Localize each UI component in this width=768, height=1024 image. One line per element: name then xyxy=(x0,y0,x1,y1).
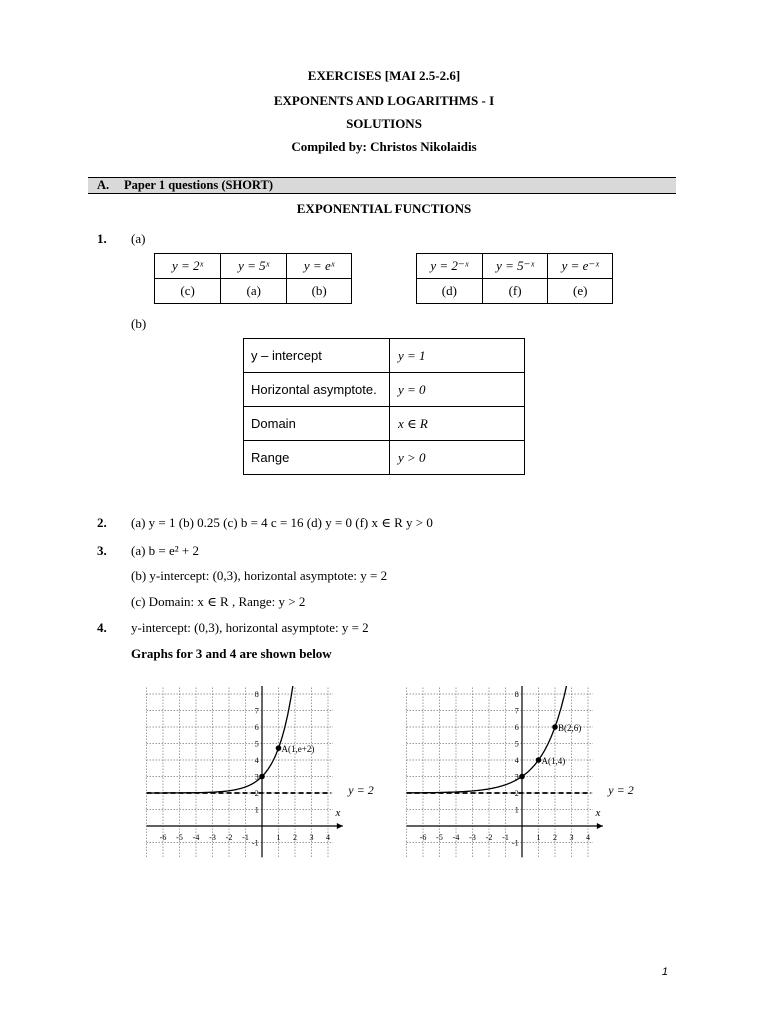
y-tick-label: 7 xyxy=(514,706,519,716)
x-tick-label: 2 xyxy=(293,833,297,843)
y-tick-label: 5 xyxy=(514,739,519,749)
q1-right-answer-2: (f) xyxy=(482,279,548,304)
q1-left-answer-2: (a) xyxy=(221,279,287,304)
q1-properties-table xyxy=(243,338,525,475)
doc-author: Compiled by: Christos Nikolaidis xyxy=(291,139,477,154)
y-tick-label: 8 xyxy=(254,690,259,699)
x-tick-label: 4 xyxy=(326,833,330,843)
x-axis-arrow xyxy=(597,823,603,829)
y-tick-label: 2 xyxy=(254,789,259,798)
prop-value-range: y > 0 xyxy=(390,441,525,475)
x-axis-label: x xyxy=(595,807,601,820)
asymptote-label: y = 2 xyxy=(608,783,634,797)
q4-answer: y-intercept: (0,3), horizontal asymptote: y = 2 xyxy=(131,620,369,635)
x-tick-label: -1 xyxy=(242,833,249,843)
asymptote-label: y = 2 xyxy=(348,783,374,797)
subsection-title: EXPONENTIAL FUNCTIONS xyxy=(296,201,472,216)
x-tick-label: 1 xyxy=(536,833,541,843)
x-tick-label: -6 xyxy=(419,833,427,843)
x-tick-label: 4 xyxy=(586,833,590,843)
x-axis-arrow xyxy=(337,823,343,829)
y-tick-label: 4 xyxy=(254,756,259,765)
prop-label-asymptote: Horizontal asymptote. xyxy=(244,373,390,407)
x-tick-label: -1 xyxy=(502,833,509,843)
graphs-caption: Graphs for 3 and 4 are shown below xyxy=(131,646,332,661)
q1-part-a: (a) xyxy=(131,231,146,246)
x-tick-label: -2 xyxy=(485,833,493,843)
y-tick-label: 6 xyxy=(514,723,519,732)
q3-part-b: (b) y-intercept: (0,3), horizontal asymptote: y = 2 xyxy=(131,568,388,583)
point-label: A(1,e+2) xyxy=(281,744,315,755)
q1-left-answer-3: (b) xyxy=(287,279,352,304)
q1-right-header-3: y = e⁻ˣ xyxy=(548,254,613,279)
section-letter: A. xyxy=(97,178,110,192)
prop-value-asymptote: y = 0 xyxy=(390,373,525,407)
x-tick-label: -3 xyxy=(469,833,476,843)
y-tick-label: 5 xyxy=(254,739,259,749)
x-tick-label: -6 xyxy=(159,833,167,843)
q3-part-c: (c) Domain: x ∈ R , Range: y > 2 xyxy=(131,594,306,609)
doc-solutions-label: SOLUTIONS xyxy=(346,116,422,131)
prop-value-domain: x ∈ R xyxy=(390,407,525,441)
y-tick-label: 7 xyxy=(254,706,259,716)
page-number: 1 xyxy=(661,966,668,978)
q1-left-header-1: y = 2ˣ xyxy=(155,254,221,279)
y-tick-label: 2 xyxy=(514,789,519,798)
section-bar xyxy=(88,177,676,194)
section-title: Paper 1 questions (SHORT) xyxy=(124,178,273,192)
q1-table-right xyxy=(416,253,613,304)
y-tick-label: 8 xyxy=(514,690,519,699)
x-tick-label: -5 xyxy=(436,833,443,843)
x-axis-label: x xyxy=(335,807,341,820)
y-tick-label: -1 xyxy=(512,838,519,848)
y-tick-label: -1 xyxy=(252,838,259,848)
y-tick-label: 4 xyxy=(514,756,519,765)
q3-part-a: (a) b = e² + 2 xyxy=(131,543,200,558)
y-tick-label: 1 xyxy=(514,805,519,815)
y-tick-label: 6 xyxy=(254,723,259,732)
prop-value-intercept: y = 1 xyxy=(390,339,525,373)
q1-right-answer-1: (d) xyxy=(417,279,483,304)
q4-number: 4. xyxy=(97,620,107,635)
x-tick-label: -4 xyxy=(192,833,200,843)
q2-answer: (a) y = 1 (b) 0.25 (c) b = 4 c = 16 (d) y = 0 (f) x ∈ R y > 0 xyxy=(131,515,433,530)
prop-label-domain: Domain xyxy=(244,407,390,441)
y-tick-label: 1 xyxy=(254,805,259,815)
q1-right-header-1: y = 2⁻ˣ xyxy=(417,254,483,279)
q1-right-answer-3: (e) xyxy=(548,279,613,304)
curve-point xyxy=(552,724,558,730)
q1-part-b: (b) xyxy=(131,316,147,331)
curve-point xyxy=(536,757,542,763)
q1-table-left xyxy=(154,253,352,304)
point-label: A(1,4) xyxy=(541,756,566,766)
y-tick-label: 3 xyxy=(514,772,519,782)
x-tick-label: 2 xyxy=(553,833,557,843)
point-label: B(2,6) xyxy=(558,723,582,733)
doc-title: EXERCISES [MAI 2.5-2.6] xyxy=(307,68,461,83)
x-tick-label: -2 xyxy=(225,833,233,843)
y-tick-label: 3 xyxy=(254,772,259,782)
graph-q3 xyxy=(140,686,390,916)
q1-left-header-2: y = 5ˣ xyxy=(221,254,287,279)
x-tick-label: -4 xyxy=(452,833,460,843)
curve-point xyxy=(259,774,265,780)
q2-number: 2. xyxy=(97,515,107,530)
q1-right-header-2: y = 5⁻ˣ xyxy=(482,254,548,279)
q1-left-header-3: y = eˣ xyxy=(287,254,352,279)
prop-label-intercept: y – intercept xyxy=(244,339,390,373)
x-tick-label: 1 xyxy=(276,833,281,843)
curve-point xyxy=(519,774,525,780)
doc-subtitle: EXPONENTS AND LOGARITHMS - I xyxy=(273,93,495,108)
q1-left-answer-1: (c) xyxy=(155,279,221,304)
exponential-curve xyxy=(407,686,573,793)
x-tick-label: 3 xyxy=(309,833,314,843)
x-tick-label: 3 xyxy=(569,833,574,843)
x-tick-label: -3 xyxy=(209,833,216,843)
graph-q4 xyxy=(400,686,650,916)
curve-point xyxy=(276,745,282,751)
exponential-curve xyxy=(147,686,299,793)
x-tick-label: -5 xyxy=(176,833,183,843)
q1-number: 1. xyxy=(97,231,107,246)
prop-label-range: Range xyxy=(244,441,390,475)
q3-number: 3. xyxy=(97,543,107,558)
